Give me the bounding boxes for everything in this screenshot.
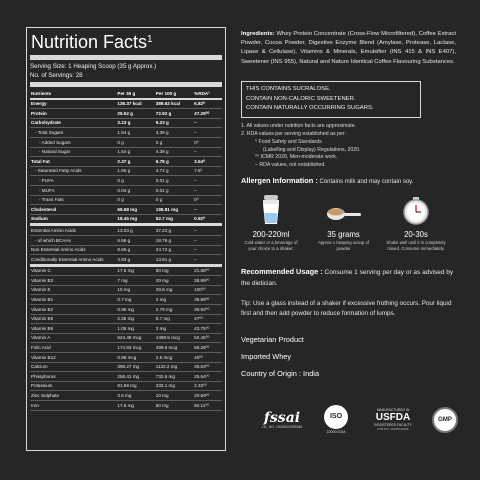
per-100g-value: 72.92 g: [155, 109, 193, 119]
footnote: – RDA values, not established.: [255, 162, 326, 169]
usage-desc: Cold water or a beverage of your choice to a shaker.: [244, 239, 298, 251]
rda-value: 6.82⁰: [193, 99, 222, 109]
per-serving-value: 396.27 mg: [116, 362, 154, 372]
per-serving-value: 25.52 g: [116, 109, 154, 119]
gmp-logo: GMP: [432, 407, 458, 433]
table-row: [30, 109, 222, 119]
iso-logo: ISO 22000:2018: [318, 405, 354, 434]
warning-line: CONTAIN NON-CALORIC SWEETENER.: [246, 95, 356, 102]
per-100g-value: 0.01 g: [155, 185, 193, 195]
nutrient-name: Total Fat: [30, 157, 116, 167]
usage-amount: 200-220ml: [252, 229, 290, 239]
nutrient-name: Vitamin E: [30, 285, 116, 295]
per-100g-value: 9.23 g: [155, 118, 193, 128]
nutrition-facts-title: Nutrition Facts$^1$: [31, 32, 153, 52]
usage-step: [241, 195, 301, 252]
nutrient-name: Potassium: [30, 381, 116, 391]
rda-value: –: [193, 255, 222, 266]
per-serving-value: 3.5 mg: [116, 391, 154, 401]
table-row: [30, 333, 222, 343]
table-row: [30, 118, 222, 128]
allergen-info: Allergen Information : Contains milk and may contain soy.: [241, 175, 414, 185]
nutrient-name: - of which BCAAs: [30, 235, 116, 245]
nutrient-name: Iron: [30, 401, 116, 411]
footnote: ⁰⁰ ICMR 2020, Men-moderate work.: [255, 154, 338, 161]
usage-step: [314, 195, 374, 252]
table-row: [30, 245, 222, 255]
nutrient-name: Cholesterol: [30, 205, 116, 215]
rda-value: 39.63⁰⁰: [193, 362, 222, 372]
nutrient-name: Vitamin A: [30, 333, 116, 343]
rda-value: 38.89⁰⁰: [193, 295, 222, 305]
per-100g-value: 3 mg: [155, 324, 193, 334]
rda-value: –: [193, 128, 222, 138]
rda-value: 3.54⁰: [193, 157, 222, 167]
table-row: [30, 305, 222, 315]
table-row: [30, 381, 222, 391]
recommended-usage: Recommended Usage : Consume 1 serving per day or as advised by the dietician.: [241, 266, 454, 287]
table-row: [30, 295, 222, 305]
per-serving-value: 0.95 mg: [116, 305, 154, 315]
column-header: Per 35 g: [116, 89, 154, 99]
table-row: [30, 324, 222, 334]
table-row: [30, 362, 222, 372]
per-serving-value: 524.48 mcg: [116, 333, 154, 343]
per-serving-value: 256.41 mg: [116, 372, 154, 382]
shaker-icon: [241, 195, 301, 225]
per-serving-value: 0 g: [116, 176, 154, 186]
footnote: 2. RDA values per serving established as per:: [241, 131, 346, 137]
footnote: 1. All values under nutrition facts are approximate.: [241, 123, 357, 130]
nutrient-name: Energy: [30, 99, 116, 109]
per-serving-value: 1.54 g: [116, 128, 154, 138]
per-100g-value: 18.79 g: [155, 235, 193, 245]
table-row: [30, 391, 222, 401]
per-100g-value: 52.7 mg: [155, 214, 193, 225]
footnote: (Labelling and Display) Regulations, 2020.: [263, 146, 361, 153]
rda-value: 0.92⁰: [193, 214, 222, 225]
rda-value: –: [193, 235, 222, 245]
nutrient-name: Sodium: [30, 214, 116, 225]
per-100g-value: 499.5 mcg: [155, 343, 193, 353]
rda-value: –: [193, 245, 222, 255]
per-100g-value: 0.01 g: [155, 176, 193, 186]
usage-steps: [241, 195, 446, 252]
per-100g-value: 732.6 mg: [155, 372, 193, 382]
table-row: [30, 157, 222, 167]
scoop-icon: [314, 195, 374, 225]
per-serving-value: 81.59 mg: [116, 381, 154, 391]
per-serving-value: 0 g: [116, 137, 154, 147]
table-row: [30, 176, 222, 186]
nutrient-name: - Added Sugars: [30, 137, 116, 147]
nutrition-table: [30, 89, 222, 411]
table-row: [30, 235, 222, 245]
rda-value: 43.75⁰⁰: [193, 324, 222, 334]
per-serving-value: 1.05 mg: [116, 324, 154, 334]
per-100g-value: 1498.5 mcg: [155, 333, 193, 343]
per-100g-value: 13.81 g: [155, 255, 193, 266]
usage-desc: Shake well until it is completely mixed. Consume immediately.: [386, 239, 446, 251]
table-row: [30, 353, 222, 363]
per-serving-value: 7 mg: [116, 276, 154, 286]
table-row: [30, 265, 222, 276]
per-serving-value: 0.04 g: [116, 185, 154, 195]
rda-value: 20.59⁰⁰: [193, 391, 222, 401]
table-row: [30, 214, 222, 225]
per-serving-value: 18.45 mg: [116, 214, 154, 225]
per-serving-value: 2.35 mg: [116, 314, 154, 324]
usfda-badge: MANUFACTURED IN USFDA REGISTERED FACILITY FFR NO. 13258744466: [374, 408, 412, 431]
rda-value: –: [193, 147, 222, 157]
per-serving-value: 17.5 mg: [116, 401, 154, 411]
sweetener-warning-box: [241, 81, 421, 118]
per-100g-value: 1132.2 mg: [155, 362, 193, 372]
nutrient-name: Vitamin B2: [30, 305, 116, 315]
per-100g-value: 2.5 mcg: [155, 353, 193, 363]
nutrient-name: - MUFA: [30, 185, 116, 195]
nutrient-name: Vitamin B6: [30, 324, 116, 334]
per-serving-value: 1.54 g: [116, 147, 154, 157]
nutrient-name: - Total Sugars: [30, 128, 116, 138]
clock-icon: [386, 195, 446, 225]
nutrient-name: Zinc Sulphate: [30, 391, 116, 401]
per-serving-value: 2.37 g: [116, 157, 154, 167]
table-row: [30, 128, 222, 138]
product-meta: [241, 331, 456, 382]
table-row: [30, 225, 222, 236]
per-100g-value: 198.81 mg: [155, 205, 193, 215]
table-row: [30, 372, 222, 382]
rda-value: 92.11⁰⁰: [193, 401, 222, 411]
rda-value: 2.33⁰⁰: [193, 381, 222, 391]
rda-value: 40⁰⁰: [193, 353, 222, 363]
info-column: [241, 30, 456, 382]
per-100g-value: 4.39 g: [155, 147, 193, 157]
rda-value: 25.64⁰⁰: [193, 372, 222, 382]
rda-value: 0⁰: [193, 137, 222, 147]
per-100g-value: 24.72 g: [155, 245, 193, 255]
table-row: [30, 166, 222, 176]
per-100g-value: 4.39 g: [155, 128, 193, 138]
per-serving-value: 13.03 g: [116, 225, 154, 236]
rda-value: 47.26⁰⁰: [193, 109, 222, 119]
usage-tip: Tip: Use a glass instead of a shaker if excessive frothing occurs. Pour liquid first and then add powder to reduce formation of lumps.: [241, 299, 452, 317]
per-serving-value: 69.58 mg: [116, 205, 154, 215]
nutrient-name: Protein: [30, 109, 116, 119]
usage-step: [386, 195, 446, 252]
rda-value: 38.89⁰⁰: [193, 276, 222, 286]
nutrient-name: Vitamin C: [30, 265, 116, 276]
per-serving-value: 3.23 g: [116, 118, 154, 128]
table-row: [30, 137, 222, 147]
column-header: Per 100 g: [155, 89, 193, 99]
vegetarian-label: Vegetarian Product: [241, 334, 304, 344]
per-serving-value: 1.65 g: [116, 166, 154, 176]
nutrient-name: Vitamin B3: [30, 276, 116, 286]
table-row: [30, 276, 222, 286]
fssai-logo: fssai LIC. NO. 10019022009346: [261, 409, 303, 429]
per-100g-value: 389.62 kcal: [155, 99, 193, 109]
usage-desc: Approx 1 heaping scoop of powder: [317, 239, 370, 251]
nutrient-name: Vitamin B1: [30, 295, 116, 305]
divider: [30, 55, 222, 60]
nutrient-name: Folic Acid: [30, 343, 116, 353]
per-100g-value: 4.71 g: [155, 166, 193, 176]
rda-value: 7.5⁰: [193, 166, 222, 176]
servings-count: No. of Servings: 28: [30, 72, 83, 79]
per-serving-value: 6.58 g: [116, 235, 154, 245]
footnotes: [241, 123, 456, 170]
serving-size: Serving Size: 1 Heaping Scoop (35 g Approx.): [30, 63, 157, 70]
per-100g-value: 2 mg: [155, 295, 193, 305]
column-header: %RDA²: [193, 89, 222, 99]
rda-value: 36.92⁰⁰: [193, 305, 222, 315]
per-100g-value: 28.6 mg: [155, 285, 193, 295]
table-row: [30, 314, 222, 324]
footnote: ⁰ Food Safety and Standards: [255, 138, 322, 145]
per-serving-value: 0.7 mg: [116, 295, 154, 305]
table-row: [30, 255, 222, 266]
divider: [30, 82, 222, 87]
per-serving-value: 4.83 g: [116, 255, 154, 266]
nutrient-name: Phosphorus: [30, 372, 116, 382]
per-100g-value: 20 mg: [155, 276, 193, 286]
nutrient-name: - Natural Sugar: [30, 147, 116, 157]
per-100g-value: 6.78 g: [155, 157, 193, 167]
rda-value: –: [193, 205, 222, 215]
warning-line: THIS CONTAINS SUCRALOSE.: [246, 85, 331, 92]
per-100g-value: 233.1 mg: [155, 381, 193, 391]
per-100g-value: 50 mg: [155, 401, 193, 411]
rda-value: 21.88⁰⁰: [193, 265, 222, 276]
table-row: [30, 195, 222, 205]
per-serving-value: 0 g: [116, 195, 154, 205]
table-row: [30, 285, 222, 295]
country-of-origin: Country of Origin : India: [241, 368, 320, 378]
table-row: [30, 147, 222, 157]
nutrient-name: - Saturated Fatty Acids: [30, 166, 116, 176]
table-row: [30, 205, 222, 215]
nutrient-name: - Trans Fats: [30, 195, 116, 205]
per-100g-value: 37.23 g: [155, 225, 193, 236]
per-serving-value: 8.65 g: [116, 245, 154, 255]
per-serving-value: 0.88 mcg: [116, 353, 154, 363]
per-100g-value: 50 mg: [155, 265, 193, 276]
per-serving-value: 17.5 mg: [116, 265, 154, 276]
rda-value: 0⁰: [193, 195, 222, 205]
nutrient-name: Non Essential Amino Acids: [30, 245, 116, 255]
per-100g-value: 10 mg: [155, 391, 193, 401]
per-serving-value: 10 mg: [116, 285, 154, 295]
rda-value: –: [193, 176, 222, 186]
rda-value: 100⁰⁰: [193, 285, 222, 295]
table-row: [30, 401, 222, 411]
nutrient-name: Calcium: [30, 362, 116, 372]
per-100g-value: 0 g: [155, 137, 193, 147]
per-100g-value: 0 g: [155, 195, 193, 205]
nutrient-name: Essential Amino Acids: [30, 225, 116, 236]
whey-origin-label: Imported Whey: [241, 351, 292, 361]
table-row: [30, 99, 222, 109]
rda-value: 58.28⁰⁰: [193, 343, 222, 353]
table-row: [30, 343, 222, 353]
nutrient-name: - PUFA: [30, 176, 116, 186]
warning-line: CONTAIN NATURALLY OCCURRING SUGARS.: [246, 105, 374, 112]
table-row: [30, 185, 222, 195]
nutrient-name: Vitamin B12: [30, 353, 116, 363]
rda-value: –: [193, 225, 222, 236]
rda-value: –: [193, 185, 222, 195]
per-serving-value: 136.37 kcal: [116, 99, 154, 109]
column-header: Nutrients: [30, 89, 116, 99]
ingredients-text: Ingredients: Whey Protein Concentrate (Cross-Flow Microfiltered), Coffee Extract Powder, Cocoa Powder, Digestive Enzyme Blend (Amylase, Protease, Lactase, Lipase & Cellulase), Vitamins & Minerals, Emulsifier (INS 415 & INS E407), Sweetener (INS 955), Natural and Nature Identical Coffee Flavouring Substances.: [241, 31, 456, 65]
rda-value: 52.45⁰⁰: [193, 333, 222, 343]
table-header-row: [30, 89, 222, 99]
rda-value: 47⁰⁰: [193, 314, 222, 324]
nutrition-facts-panel: [26, 27, 226, 451]
usage-amount: 20-30s: [404, 229, 428, 239]
per-100g-value: 2.79 mg: [155, 305, 193, 315]
nutrient-name: Conditionally Essential Amino Acids: [30, 255, 116, 266]
per-serving-value: 174.83 mcg: [116, 343, 154, 353]
nutrient-name: Carbohydrate: [30, 118, 116, 128]
nutrient-name: Vitamin B5: [30, 314, 116, 324]
certification-logos: [256, 405, 458, 434]
usage-amount: 35 grams: [327, 229, 360, 239]
rda-value: –: [193, 118, 222, 128]
per-100g-value: 6.7 mg: [155, 314, 193, 324]
